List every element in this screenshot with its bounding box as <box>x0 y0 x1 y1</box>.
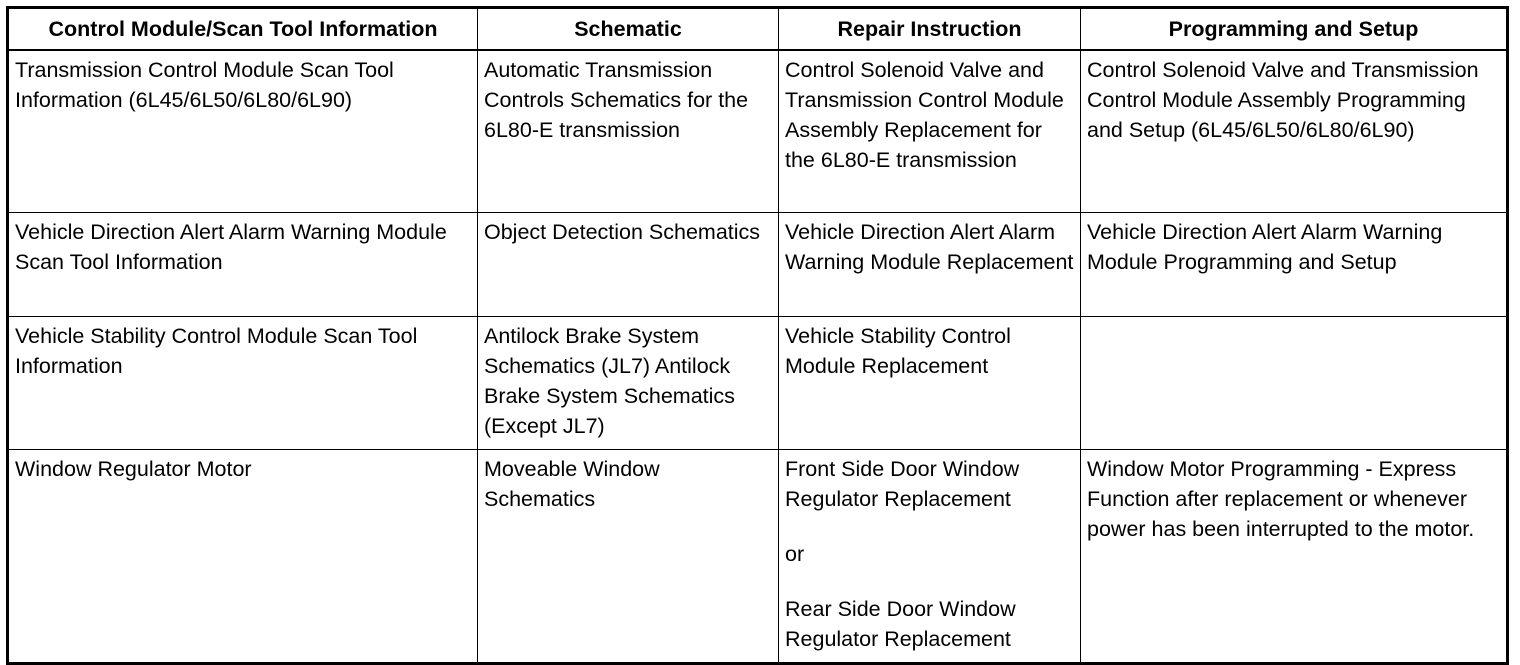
repair-cell <box>779 50 1081 213</box>
schematic-cell: Automatic Transmission Controls Schematics for the 6L80-E transmission <box>478 50 779 213</box>
table-row <box>8 450 1508 664</box>
table-row <box>8 50 1508 213</box>
header-programming-and-setup: Programming and Setup <box>1081 8 1508 51</box>
schematic-cell: Moveable Window Schematics <box>478 450 779 664</box>
repair-cell <box>779 213 1081 317</box>
schematic-cell: Object Detection Schematics <box>478 213 779 317</box>
repair-instruction-text: Control Solenoid Valve and Transmission Control Module Assembly Replacement for the 6L80-E transmission <box>785 58 1064 172</box>
header-row <box>8 8 1508 51</box>
programming-cell: Control Solenoid Valve and Transmission Control Module Assembly Programming and Setup (6L45/6L50/6L80/6L90) <box>1081 50 1508 213</box>
schematic-cell: Antilock Brake System Schematics (JL7) Antilock Brake System Schematics (Except JL7) <box>478 317 779 450</box>
repair-instruction-text: Rear Side Door Window Regulator Replacement <box>785 597 1016 651</box>
programming-cell: Window Motor Programming - Express Function after replacement or whenever power has been interrupted to the motor. <box>1081 450 1508 664</box>
repair-cell <box>779 317 1081 450</box>
programming-cell <box>1081 317 1508 450</box>
module-cell: Window Regulator Motor <box>8 450 478 664</box>
repair-instruction-text: Vehicle Stability Control Module Replacement <box>785 324 1011 378</box>
reference-table-container <box>6 6 1506 658</box>
module-cell: Vehicle Direction Alert Alarm Warning Module Scan Tool Information <box>8 213 478 317</box>
repair-instruction-separator: or <box>785 542 805 566</box>
module-cell: Vehicle Stability Control Module Scan Tool Information <box>8 317 478 450</box>
table-row <box>8 317 1508 450</box>
header-schematic: Schematic <box>478 8 779 51</box>
repair-cell <box>779 450 1081 664</box>
repair-instruction-text: Vehicle Direction Alert Alarm Warning Module Replacement <box>785 220 1074 274</box>
table-header <box>8 8 1508 51</box>
control-module-reference-table <box>6 6 1509 665</box>
header-repair-instruction: Repair Instruction <box>779 8 1081 51</box>
header-control-module-scan-tool-information: Control Module/Scan Tool Information <box>8 8 478 51</box>
table-body <box>8 50 1508 664</box>
table-row <box>8 213 1508 317</box>
module-cell: Transmission Control Module Scan Tool Information (6L45/6L50/6L80/6L90) <box>8 50 478 213</box>
repair-instruction-text: Front Side Door Window Regulator Replacement <box>785 457 1020 511</box>
programming-cell: Vehicle Direction Alert Alarm Warning Module Programming and Setup <box>1081 213 1508 317</box>
